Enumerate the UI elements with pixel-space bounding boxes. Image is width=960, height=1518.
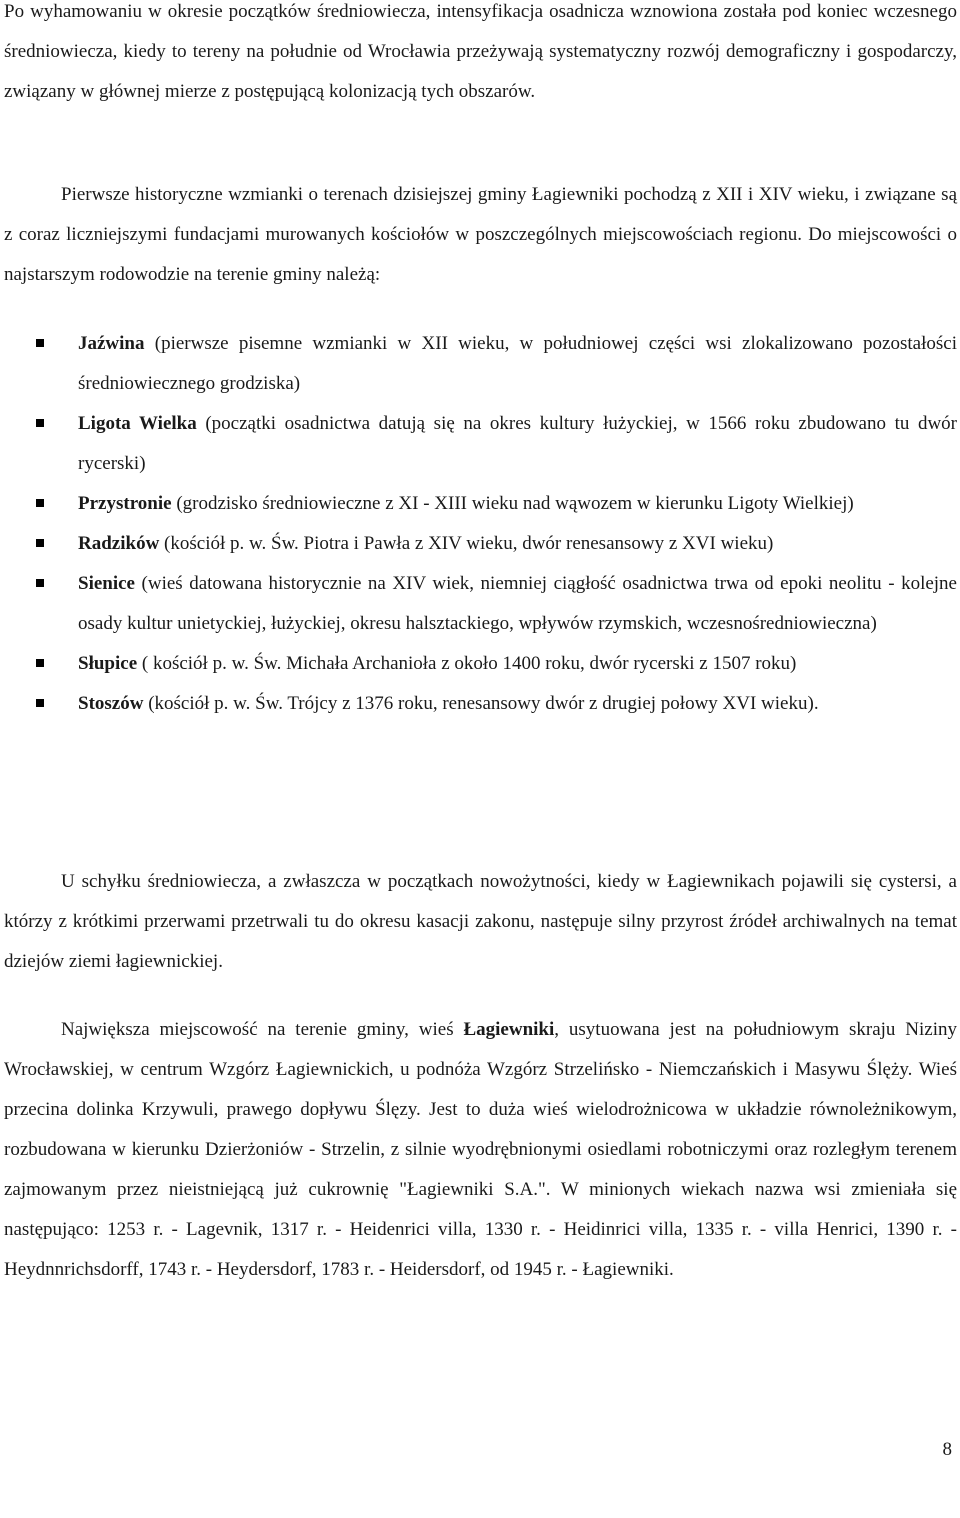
locality-description: (początki osadnictwa datują się na okres kultury łużyckiej, w 1566 roku zbudowano tu dwór rycerski) xyxy=(78,413,957,474)
locality-description: (grodzisko średniowieczne z XI - XIII wieku nad wąwozem w kierunku Ligoty Wielkiej) xyxy=(171,493,854,514)
locality-description: (pierwsze pisemne wzmianki w XII wieku, w południowej części wsi zlokalizowano pozostałości średniowiecznego grodziska) xyxy=(78,333,957,394)
locality-name: Sienice xyxy=(78,573,135,594)
locality-name: Radzików xyxy=(78,533,160,554)
bullet-square-icon xyxy=(36,419,44,427)
list-item xyxy=(4,484,957,524)
list-item xyxy=(4,564,957,644)
paragraph-late-middle-ages: U schyłku średniowiecza, a zwłaszcza w początkach nowożytności, kiedy w Łagiewnikach pojawili się cystersi, a którzy z krótkimi przerwami przetrwali tu do okresu kasacji zakonu, następuje silny przyrost źródeł archiwalnych na temat dziejów ziemi łagiewnickiej. xyxy=(4,871,957,972)
bullet-square-icon xyxy=(36,339,44,347)
page-number: 8 xyxy=(942,1439,952,1460)
bullet-square-icon xyxy=(36,659,44,667)
bullet-square-icon xyxy=(36,699,44,707)
paragraph-text: Największa miejscowość na terenie gminy, wieś xyxy=(61,1019,464,1040)
locality-name: Słupice xyxy=(78,653,138,674)
paragraph-intro: Po wyhamowaniu w okresie początków średniowiecza, intensyfikacja osadnicza wznowiona została pod koniec wczesnego średniowiecza, kiedy to tereny na południe od Wrocławia przeżywają systematyczny rozwój demograficzny i gospodarczy, związany w głównej mierze z postępującą kolonizacją tych obszarów. xyxy=(4,1,957,102)
list-item xyxy=(4,524,957,564)
list-item xyxy=(4,324,957,404)
bullet-square-icon xyxy=(36,499,44,507)
list-item xyxy=(4,644,957,684)
paragraph-historical-mentions: Pierwsze historyczne wzmianki o terenach dzisiejszej gminy Łagiewniki pochodzą z XII i XIV wieku, i związane są z coraz liczniejszymi fundacjami murowanych kościołów w poszczególnych miejscowościach regionu. Do miejscowości o najstarszym rodowodzie na terenie gminy należą: xyxy=(4,184,957,285)
locality-description: ( kościół p. w. Św. Michała Archanioła z około 1400 roku, dwór rycerski z 1507 roku) xyxy=(137,653,797,674)
locality-description: (kościół p. w. Św. Trójcy z 1376 roku, renesansowy dwór z drugiej połowy XVI wieku). xyxy=(143,693,819,714)
bullet-square-icon xyxy=(36,579,44,587)
list-item xyxy=(4,684,957,724)
village-name: Łagiewniki xyxy=(463,1019,555,1040)
locality-name: Ligota Wielka xyxy=(78,413,197,434)
bullet-square-icon xyxy=(36,539,44,547)
paragraph-text: , usytuowana jest na południowym skraju Niziny Wrocławskiej, w centrum Wzgórz Łagiewnickich, u podnóża Wzgórz Strzelińsko - Niemczańskich i Masywu Ślęży. Wieś przecina dolinka Krzywuli, prawego dopływu Ślęzy. Jest to duża wieś wielodrożnicowa w układzie równoleżnikowym, rozbudowana w kierunku Dzierżoniów - Strzelin, z silnie wyodrębnionymi osiedlami robotniczymi oraz rozległym terenem zajmowanym przez nieistniejącą już cukrownię "Łagiewniki S.A.". W minionych wiekach nazwa wsi zmieniała się następująco: 1253 r. - Lagevnik, 1317 r. - Heidenrici villa, 1330 r. - Heidinrici villa, 1335 r. - villa Henrici, 1390 r. -Heydnnrichsdorff, 1743 r. - Heydersdorf, 1783 r. - Heidersdorf, od 1945 r. - Łagiewniki. xyxy=(4,1019,958,1280)
paragraph-lagiewniki xyxy=(4,1010,957,1290)
locality-description: (wieś datowana historycznie na XIV wiek, niemniej ciągłość osadnictwa trwa od epoki neolitu - kolejne osady kultur unietyckiej, łużyckiej, okresu halsztackiego, wpływów rzymskich, wczesnośredniowieczna) xyxy=(78,573,957,634)
locality-name: Przystronie xyxy=(78,493,172,514)
localities-list xyxy=(4,324,957,724)
locality-description: (kościół p. w. Św. Piotra i Pawła z XIV wieku, dwór renesansowy z XVI wieku) xyxy=(159,533,774,554)
locality-name: Stoszów xyxy=(78,693,144,714)
locality-name: Jaźwina xyxy=(78,333,145,354)
list-item xyxy=(4,404,957,484)
